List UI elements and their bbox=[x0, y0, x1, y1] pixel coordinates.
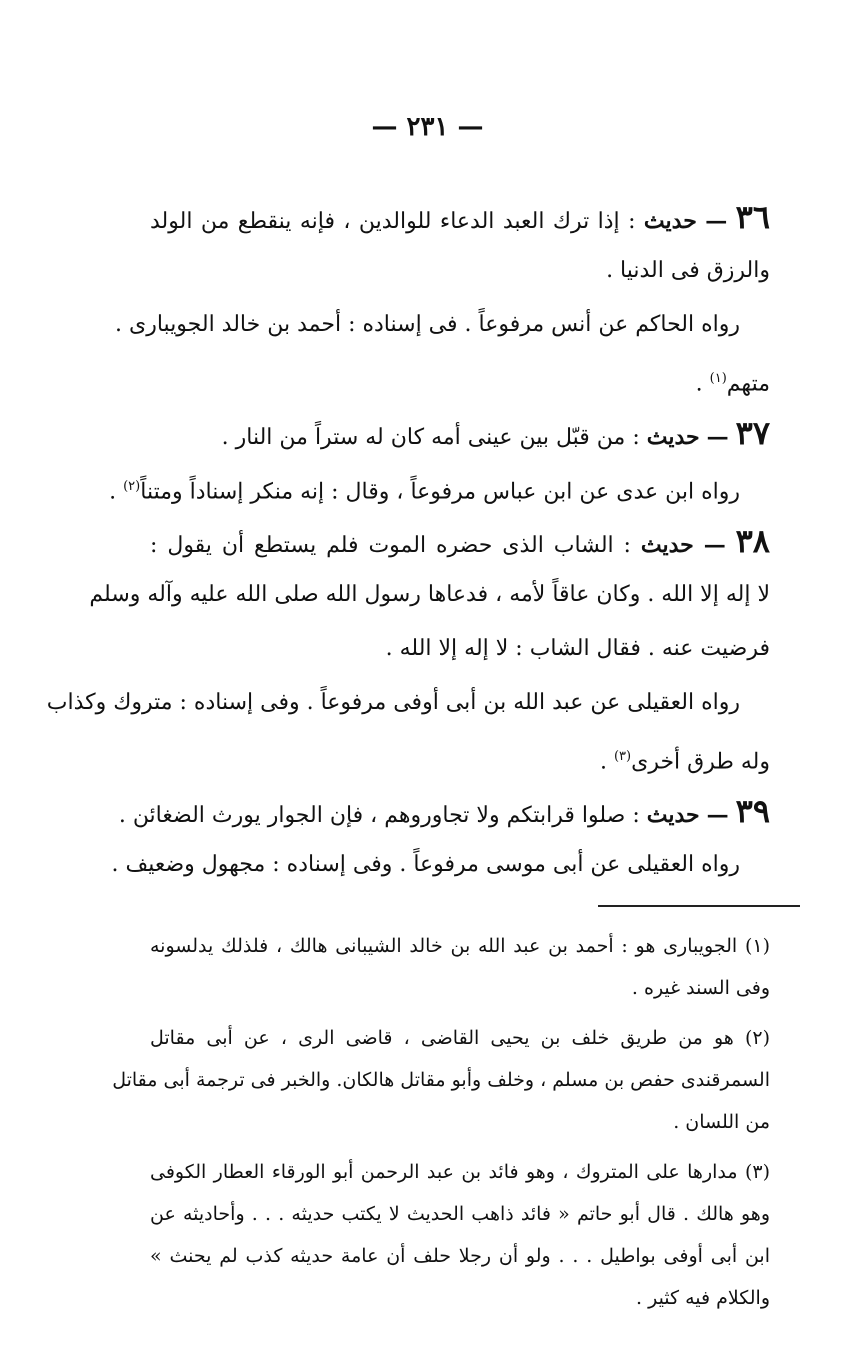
footnote-2-line-3: من اللسان . bbox=[673, 1111, 770, 1133]
hadith-38-line-1 bbox=[150, 514, 770, 568]
footnotes bbox=[112, 925, 771, 1319]
footnote-divider bbox=[598, 905, 800, 907]
source-text: وله طرق أخرى bbox=[631, 749, 770, 775]
hadith-dash: — bbox=[703, 532, 726, 558]
footnote-3-line-4: والكلام فيه كثير . bbox=[636, 1287, 770, 1309]
footnote-3-line-3: ابن أبى أوفى بواطيل . . . ولو أن رجلا حلف أن عامة حديثه كذب لم يحنث » bbox=[150, 1245, 770, 1267]
hadith-38-line-3: فرضيت عنه . فقال الشاب : لا إله إلا الله . bbox=[385, 636, 770, 661]
footnote-ref-3: (٣) bbox=[613, 749, 632, 764]
footnote-marker: (٢) bbox=[744, 1027, 770, 1049]
footnote-ref-1: (١) bbox=[709, 371, 727, 386]
footnote-text: الجويبارى هو : أحمد بن عبد الله بن خالد الشيبانى هالك ، فلذلك يدلسونه bbox=[150, 935, 738, 957]
hadith-label: حديث bbox=[640, 532, 694, 558]
hadith-label: حديث bbox=[646, 802, 700, 828]
footnote-marker: (١) bbox=[744, 935, 771, 957]
hadith-36-source-line-2 bbox=[150, 352, 770, 406]
footnote-3-line-1 bbox=[150, 1151, 770, 1193]
hadith-37-source-line-1 bbox=[109, 460, 770, 514]
hadith-dash: — bbox=[705, 208, 728, 234]
hadith-36-source-line-1: رواه الحاكم عن أنس مرفوعاً . فى إسناده : أحمد بن خالد الجويبارى . bbox=[115, 312, 740, 337]
hadith-text: : من قبّل بين عينى أمه كان له ستراً من النار . bbox=[221, 425, 640, 450]
hadith-39-source-line-1: رواه العقيلى عن أبى موسى مرفوعاً . وفى إسناده : مجهول وضعيف . bbox=[111, 852, 740, 877]
hadith-dash: — bbox=[706, 424, 729, 450]
hadith-38-line-2: لا إله إلا الله . وكان عاقاً لأمه ، فدعاها رسول الله صلى الله عليه وآله وسلم bbox=[89, 582, 770, 607]
page-number: — ٢٣١ — bbox=[371, 112, 484, 142]
hadith-text: : صلوا قرابتكم ولا تجاوروهم ، فإن الجوار يورث الضغائن . bbox=[118, 803, 640, 828]
footnote-1-line-2: وفى السند غيره . bbox=[631, 977, 770, 999]
hadith-text: : الشاب الذى حضره الموت فلم يستطع أن يقول : bbox=[150, 533, 631, 558]
footnote-spacer bbox=[150, 1009, 770, 1017]
hadith-number: ٣٦ bbox=[735, 198, 771, 236]
hadith-39-line-1 bbox=[118, 784, 770, 838]
hadith-dash: — bbox=[706, 802, 729, 828]
hadith-37-line-1 bbox=[150, 406, 770, 460]
footnote-text: مدارها على المتروك ، وهو فائد بن عبد الرحمن أبو الورقاء العطار الكوفى bbox=[150, 1161, 738, 1183]
footnote-text: هو من طريق خلف بن يحيى القاضى ، قاضى الرى ، عن أبى مقاتل bbox=[150, 1027, 734, 1049]
footnote-spacer bbox=[150, 1143, 770, 1151]
source-end: . bbox=[695, 371, 703, 397]
main-text bbox=[46, 190, 771, 892]
source-text: متهم bbox=[726, 371, 770, 397]
hadith-number: ٣٩ bbox=[735, 792, 770, 830]
footnote-ref-2: (٢) bbox=[123, 479, 141, 494]
footnote-1-line-1 bbox=[150, 925, 770, 967]
hadith-number: ٣٨ bbox=[735, 522, 770, 560]
hadith-label: حديث bbox=[643, 208, 697, 234]
footnote-2-line-1 bbox=[150, 1017, 770, 1059]
source-end: . bbox=[109, 479, 117, 505]
source-end: . bbox=[599, 749, 607, 775]
hadith-38-source-line-1: رواه العقيلى عن عبد الله بن أبى أوفى مرفوعاً . وفى إسناده : متروك وكذاب bbox=[46, 690, 740, 715]
source-text: رواه ابن عدى عن ابن عباس مرفوعاً ، وقال : إنه منكر إسناداً ومتناً bbox=[140, 479, 740, 505]
footnote-3-line-2: وهو هالك . قال أبو حاتم « فائد ذاهب الحديث لا يكتب حديثه . . . وأحاديثه عن bbox=[150, 1203, 770, 1225]
footnote-2-line-2: السمرقندى حفص بن مسلم ، وخلف وأبو مقاتل هالكان. والخبر فى ترجمة أبى مقاتل bbox=[112, 1069, 770, 1091]
hadith-number: ٣٧ bbox=[735, 414, 770, 452]
hadith-36-line-1 bbox=[150, 190, 770, 244]
hadith-36-line-2: والرزق فى الدنيا . bbox=[606, 258, 770, 283]
hadith-38-source-line-2 bbox=[150, 730, 770, 784]
hadith-text: : إذا ترك العبد الدعاء للوالدين ، فإنه ينقطع من الولد bbox=[150, 209, 636, 234]
footnote-marker: (٣) bbox=[744, 1161, 770, 1183]
hadith-label: حديث bbox=[646, 424, 700, 450]
